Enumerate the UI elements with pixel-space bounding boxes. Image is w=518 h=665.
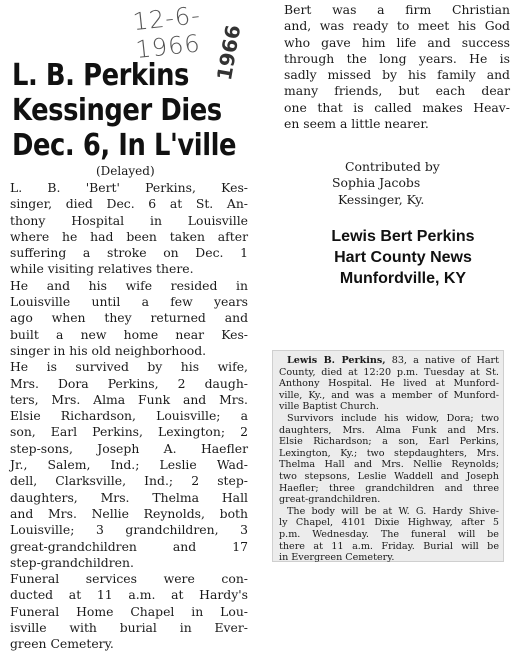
obituary-clipping-continued — [276, 0, 516, 210]
text-line — [279, 355, 499, 367]
text-line: great-grandchildren and 17 — [10, 538, 248, 554]
caption-block — [300, 226, 506, 289]
text-line: singer in his old neighborhood. — [10, 342, 207, 358]
text-line: in Evergreen Cemetery. — [279, 552, 395, 564]
secondary-obituary-body — [279, 355, 499, 564]
text-line: dell, Clarksville, Ind.; 2 step- — [10, 473, 248, 489]
text-line: Elsie Richardson; a son, Earl Perkins, — [279, 436, 499, 448]
handwritten-year: 1966 — [212, 23, 246, 83]
obituary-clipping-secondary — [272, 350, 504, 562]
text-fragment: 83, a native of Hart — [385, 355, 500, 366]
contributed-by: Contributed by — [345, 159, 440, 174]
text-line: one that is called makes Heav- — [284, 99, 510, 115]
deceased-name: Lewis B. Perkins, — [287, 355, 386, 366]
handwritten-date: 12-6-1966 — [131, 1, 203, 64]
dateline: (Delayed) — [96, 164, 155, 178]
text-line: Funeral services were con- — [10, 571, 248, 587]
text-line: Lexington, Ky.; two stepdaughters, Mrs. — [279, 447, 499, 459]
text-line: Louisville; 3 grandchildren, 3 — [10, 522, 248, 538]
text-line: p.m. Wednesday. The funeral will be — [279, 528, 499, 540]
headline-line: Kessinger Dies — [12, 93, 222, 128]
text-line: singer, died Dec. 6 at St. An- — [10, 196, 248, 212]
contributor-location: Kessinger, Ky. — [338, 191, 425, 207]
tribute-text — [284, 2, 510, 132]
contributor-credit — [332, 159, 440, 208]
text-line: many friends, but each dear — [284, 83, 510, 99]
text-line: while visiting relatives there. — [10, 261, 194, 277]
text-line: ters, Mrs. Alma Funk and Mrs. — [10, 391, 248, 407]
headline — [12, 58, 237, 163]
headline-line: Dec. 6, In L'ville — [12, 128, 237, 163]
text-line: Thelma Hall and Mrs. Nellie Reynolds; — [279, 459, 499, 471]
text-line: through the long years. He is — [284, 50, 510, 66]
caption-name: Lewis Bert Perkins — [331, 228, 475, 245]
obituary-clipping-main — [6, 0, 250, 665]
text-line: daughters, Mrs. Alma Funk and Mrs. — [279, 424, 499, 436]
text-line: step-grandchildren. — [10, 554, 134, 570]
text-line: ville, Ky., and was a member of Munford- — [279, 389, 499, 401]
text-line: Survivors include his widow, Dora; two — [287, 412, 499, 424]
text-line: step-sons, Joseph A. Haefler — [10, 440, 248, 456]
text-line: Haefler; three grandchildren and three — [279, 482, 499, 494]
text-line: ducted at 11 a.m. at Hardy's — [10, 587, 248, 603]
headline-line: L. B. Perkins — [12, 58, 189, 93]
text-line: The body will be at W. G. Hardy Shive- — [287, 505, 499, 517]
text-line: Anthony Hospital. He lived at Munford- — [279, 378, 499, 390]
obituary-body — [10, 180, 248, 653]
text-line: two stepsons, Leslie Waddell and Joseph — [279, 470, 499, 482]
text-line: where he had been taken after — [10, 228, 248, 244]
text-line: Bert was a firm Christian — [284, 2, 510, 17]
text-line: there at 11 a.m. Friday. Burial will be — [279, 540, 499, 552]
text-line: built a new home near Kes- — [10, 326, 248, 342]
text-line: en seem a little nearer. — [284, 116, 429, 132]
text-line: ago when they returned and — [10, 310, 248, 326]
text-line: and Mrs. Nellie Reynolds, both — [10, 505, 248, 521]
text-line: He and his wife resided in — [10, 277, 248, 293]
text-line: L. B. 'Bert' Perkins, Kes- — [10, 180, 248, 195]
text-line: isville with burial in Ever- — [10, 620, 248, 636]
text-line: Mrs. Dora Perkins, 2 daugh- — [10, 375, 248, 391]
text-line: daughters, Mrs. Thelma Hall — [10, 489, 248, 505]
text-line: He is survived by his wife, — [10, 359, 248, 375]
text-line: suffering a stroke on Dec. 1 — [10, 245, 248, 261]
text-line: Elsie Richardson, Louisville; a — [10, 408, 248, 424]
text-line: great-grandchildren. — [279, 494, 381, 506]
text-line: ville Baptist Church. — [279, 401, 379, 413]
text-line: sadly missed by his family and — [284, 67, 510, 83]
text-line: ly Chapel, 4101 Dixie Highway, after 5 — [279, 517, 499, 529]
text-line: and, was ready to meet his God — [284, 18, 510, 34]
caption-location: Munfordville, KY — [339, 270, 467, 287]
text-line: green Cemetery. — [10, 636, 114, 652]
text-line: County, died at 12:20 p.m. Tuesday at St. — [279, 366, 499, 378]
text-line: Jr., Salem, Ind.; Leslie Wad- — [10, 457, 248, 473]
text-line: thony Hospital in Louisville — [10, 212, 248, 228]
caption-newspaper: Hart County News — [334, 249, 472, 266]
text-line: son, Earl Perkins, Lexington; 2 — [10, 424, 248, 440]
text-line: Funeral Home Chapel in Lou- — [10, 603, 248, 619]
text-line: Louisville until a few years — [10, 294, 248, 310]
text-line: who gave him life and success — [284, 34, 510, 50]
contributor-name: Sophia Jacobs — [332, 175, 421, 191]
